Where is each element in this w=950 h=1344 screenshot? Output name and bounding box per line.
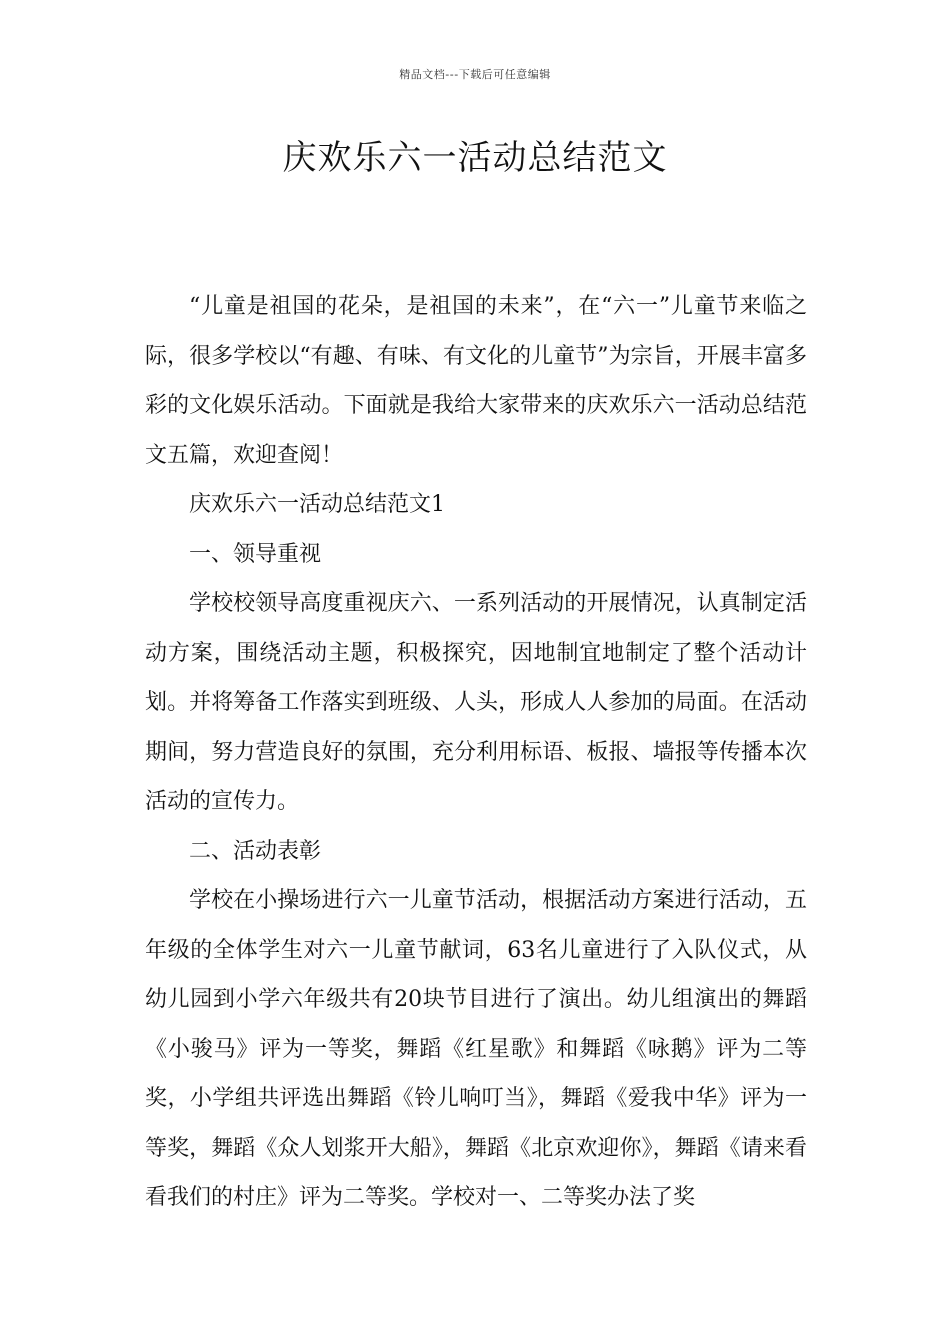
awards-paragraph: 学校在小操场进行六一儿童节活动，根据活动方案进行活动，五年级的全体学生对六一儿童节献词，63名儿童进行了入队仪式，从幼儿园到小学六年级共有20块节目进行了演出。幼儿组演出的舞蹈《小骏马》评为一等奖，舞蹈《红星歌》和舞蹈《咏鹅》评为二等奖，小学组共评选出舞蹈《铃儿响叮当》，舞蹈《爱我中华》评为一等奖，舞蹈《众人划浆开大船》，舞蹈《北京欢迎你》，舞蹈《请来看看我们的村庄》评为二等奖。学校对一、二等奖办法了奖 bbox=[145, 888, 807, 1210]
document-title: 庆欢乐六一活动总结范文 bbox=[282, 138, 668, 178]
header-note: 精品文档---下载后可任意编辑 bbox=[399, 68, 551, 81]
subheading-leadership: 一、领导重视 bbox=[189, 541, 322, 567]
leadership-paragraph: 学校校领导高度重视庆六、一系列活动的开展情况，认真制定活动方案，围绕活动主题，积极探究，因地制宜地制定了整个活动计划。并将筹备工作落实到班级、人头，形成人人参加的局面。在活动期间，努力营造良好的氛围，充分利用标语、板报、墙报等传播本次活动的宣传力。 bbox=[145, 591, 807, 814]
intro-paragraph: “儿童是祖国的花朵，是祖国的未来”，在“六一”儿童节来临之际，很多学校以“有趣、有味、有文化的儿童节”为宗旨，开展丰富多彩的文化娱乐活动。下面就是我给大家带来的庆欢乐六一活动总结范文五篇，欢迎查阅！ bbox=[145, 294, 807, 468]
subheading-awards: 二、活动表彰 bbox=[189, 838, 322, 864]
section-heading-1: 庆欢乐六一活动总结范文1 bbox=[189, 492, 445, 517]
document-body bbox=[145, 282, 807, 1223]
